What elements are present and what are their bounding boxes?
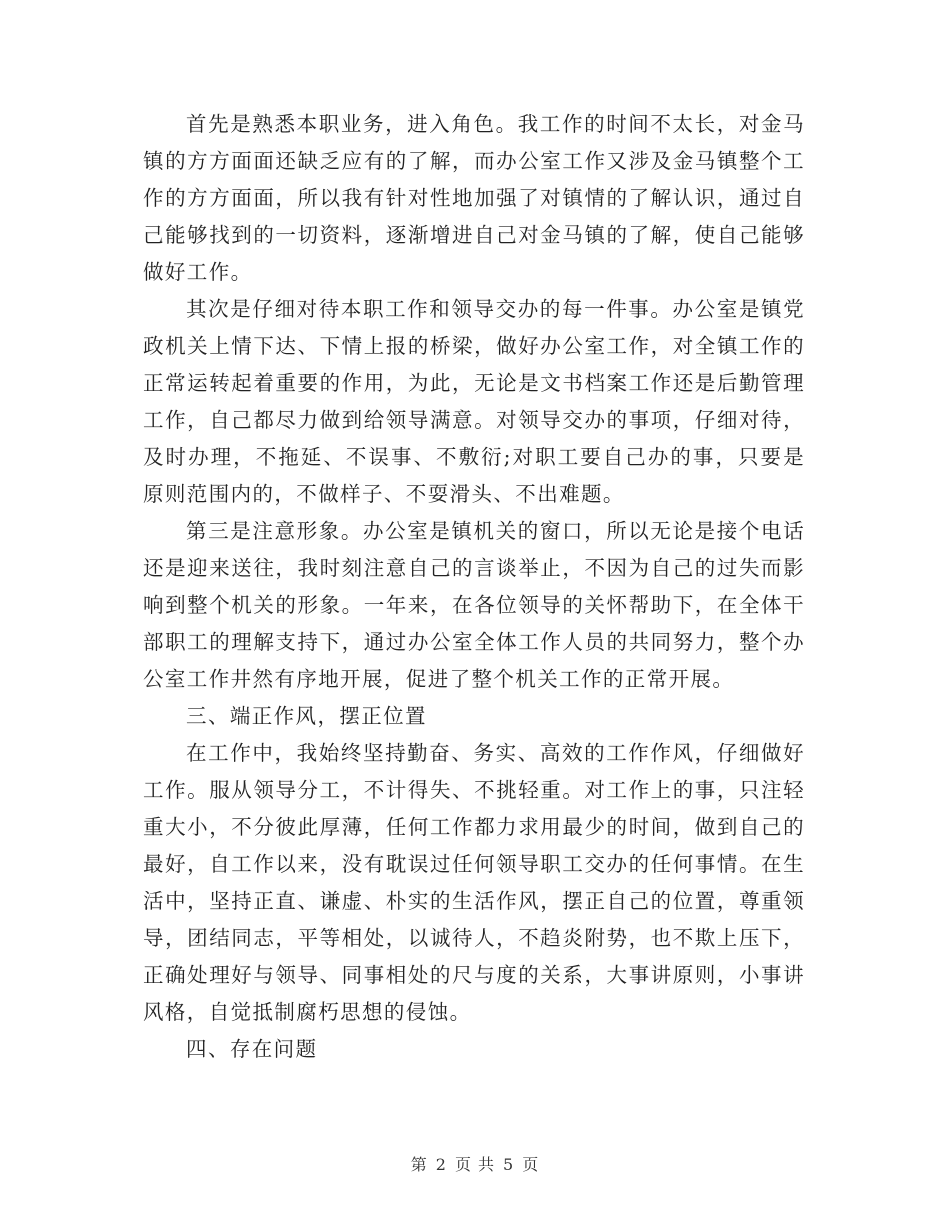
paragraph-work-style: 在工作中，我始终坚持勤奋、务实、高效的工作作风，仔细做好工作。服从领导分工，不计得失、不挑轻重。对工作上的事，只注轻重大小，不分彼此厚薄，任何工作都力求用最少的时间，做到自己的最好，自工作以来，没有耽误过任何领导职工交办的任何事情。在生活中，坚持正直、谦虚、朴实的生活作风，摆正自己的位置，尊重领导，团结同志，平等相处，以诚待人，不趋炎附势，也不欺上压下，正确处理好与领导、同事相处的尺与度的关系，大事讲原则，小事讲风格，自觉抵制腐朽思想的侵蚀。 bbox=[143, 741, 805, 1024]
paragraph-careful-work: 其次是仔细对待本职工作和领导交办的每一件事。办公室是镇党政机关上情下达、下情上报的桥梁，做好办公室工作，对全镇工作的正常运转起着重要的作用，为此，无论是文书档案工作还是后勤管理工作，自己都尽力做到给领导满意。对领导交办的事项，仔细对待，及时办理，不拖延、不误事、不敷衍;对职工要自己办的事，只要是原则范围内的，不做样子、不耍滑头、不出难题。 bbox=[143, 297, 805, 506]
page-footer bbox=[0, 1152, 950, 1175]
footer-suffix: 页 bbox=[522, 1155, 540, 1174]
section-heading-3: 三、端正作风，摆正位置 bbox=[186, 704, 427, 728]
paragraph-image: 第三是注意形象。办公室是镇机关的窗口，所以无论是接个电话还是迎来送往，我时刻注意自己的言谈举止，不因为自己的过失而影响到整个机关的形象。一年来，在各位领导的关怀帮助下，在全体干部职工的理解支持下，通过办公室全体工作人员的共同努力，整个办公室工作井然有序地开展，促进了整个机关工作的正常开展。 bbox=[143, 519, 805, 691]
document-body bbox=[143, 106, 805, 1068]
footer-prefix: 第 bbox=[410, 1155, 428, 1174]
paragraph-familiarize: 首先是熟悉本职业务，进入角色。我工作的时间不太长，对金马镇的方方面面还缺乏应有的了解，而办公室工作又涉及金马镇整个工作的方方面面，所以我有针对性地加强了对镇情的了解认识，通过自己能够找到的一切资料，逐渐增进自己对金马镇的了解，使自己能够做好工作。 bbox=[143, 112, 805, 284]
footer-current-page: 2 bbox=[435, 1155, 447, 1174]
footer-middle: 页 共 bbox=[454, 1155, 496, 1174]
footer-total-pages: 5 bbox=[503, 1155, 515, 1174]
section-heading-4: 四、存在问题 bbox=[186, 1037, 318, 1061]
